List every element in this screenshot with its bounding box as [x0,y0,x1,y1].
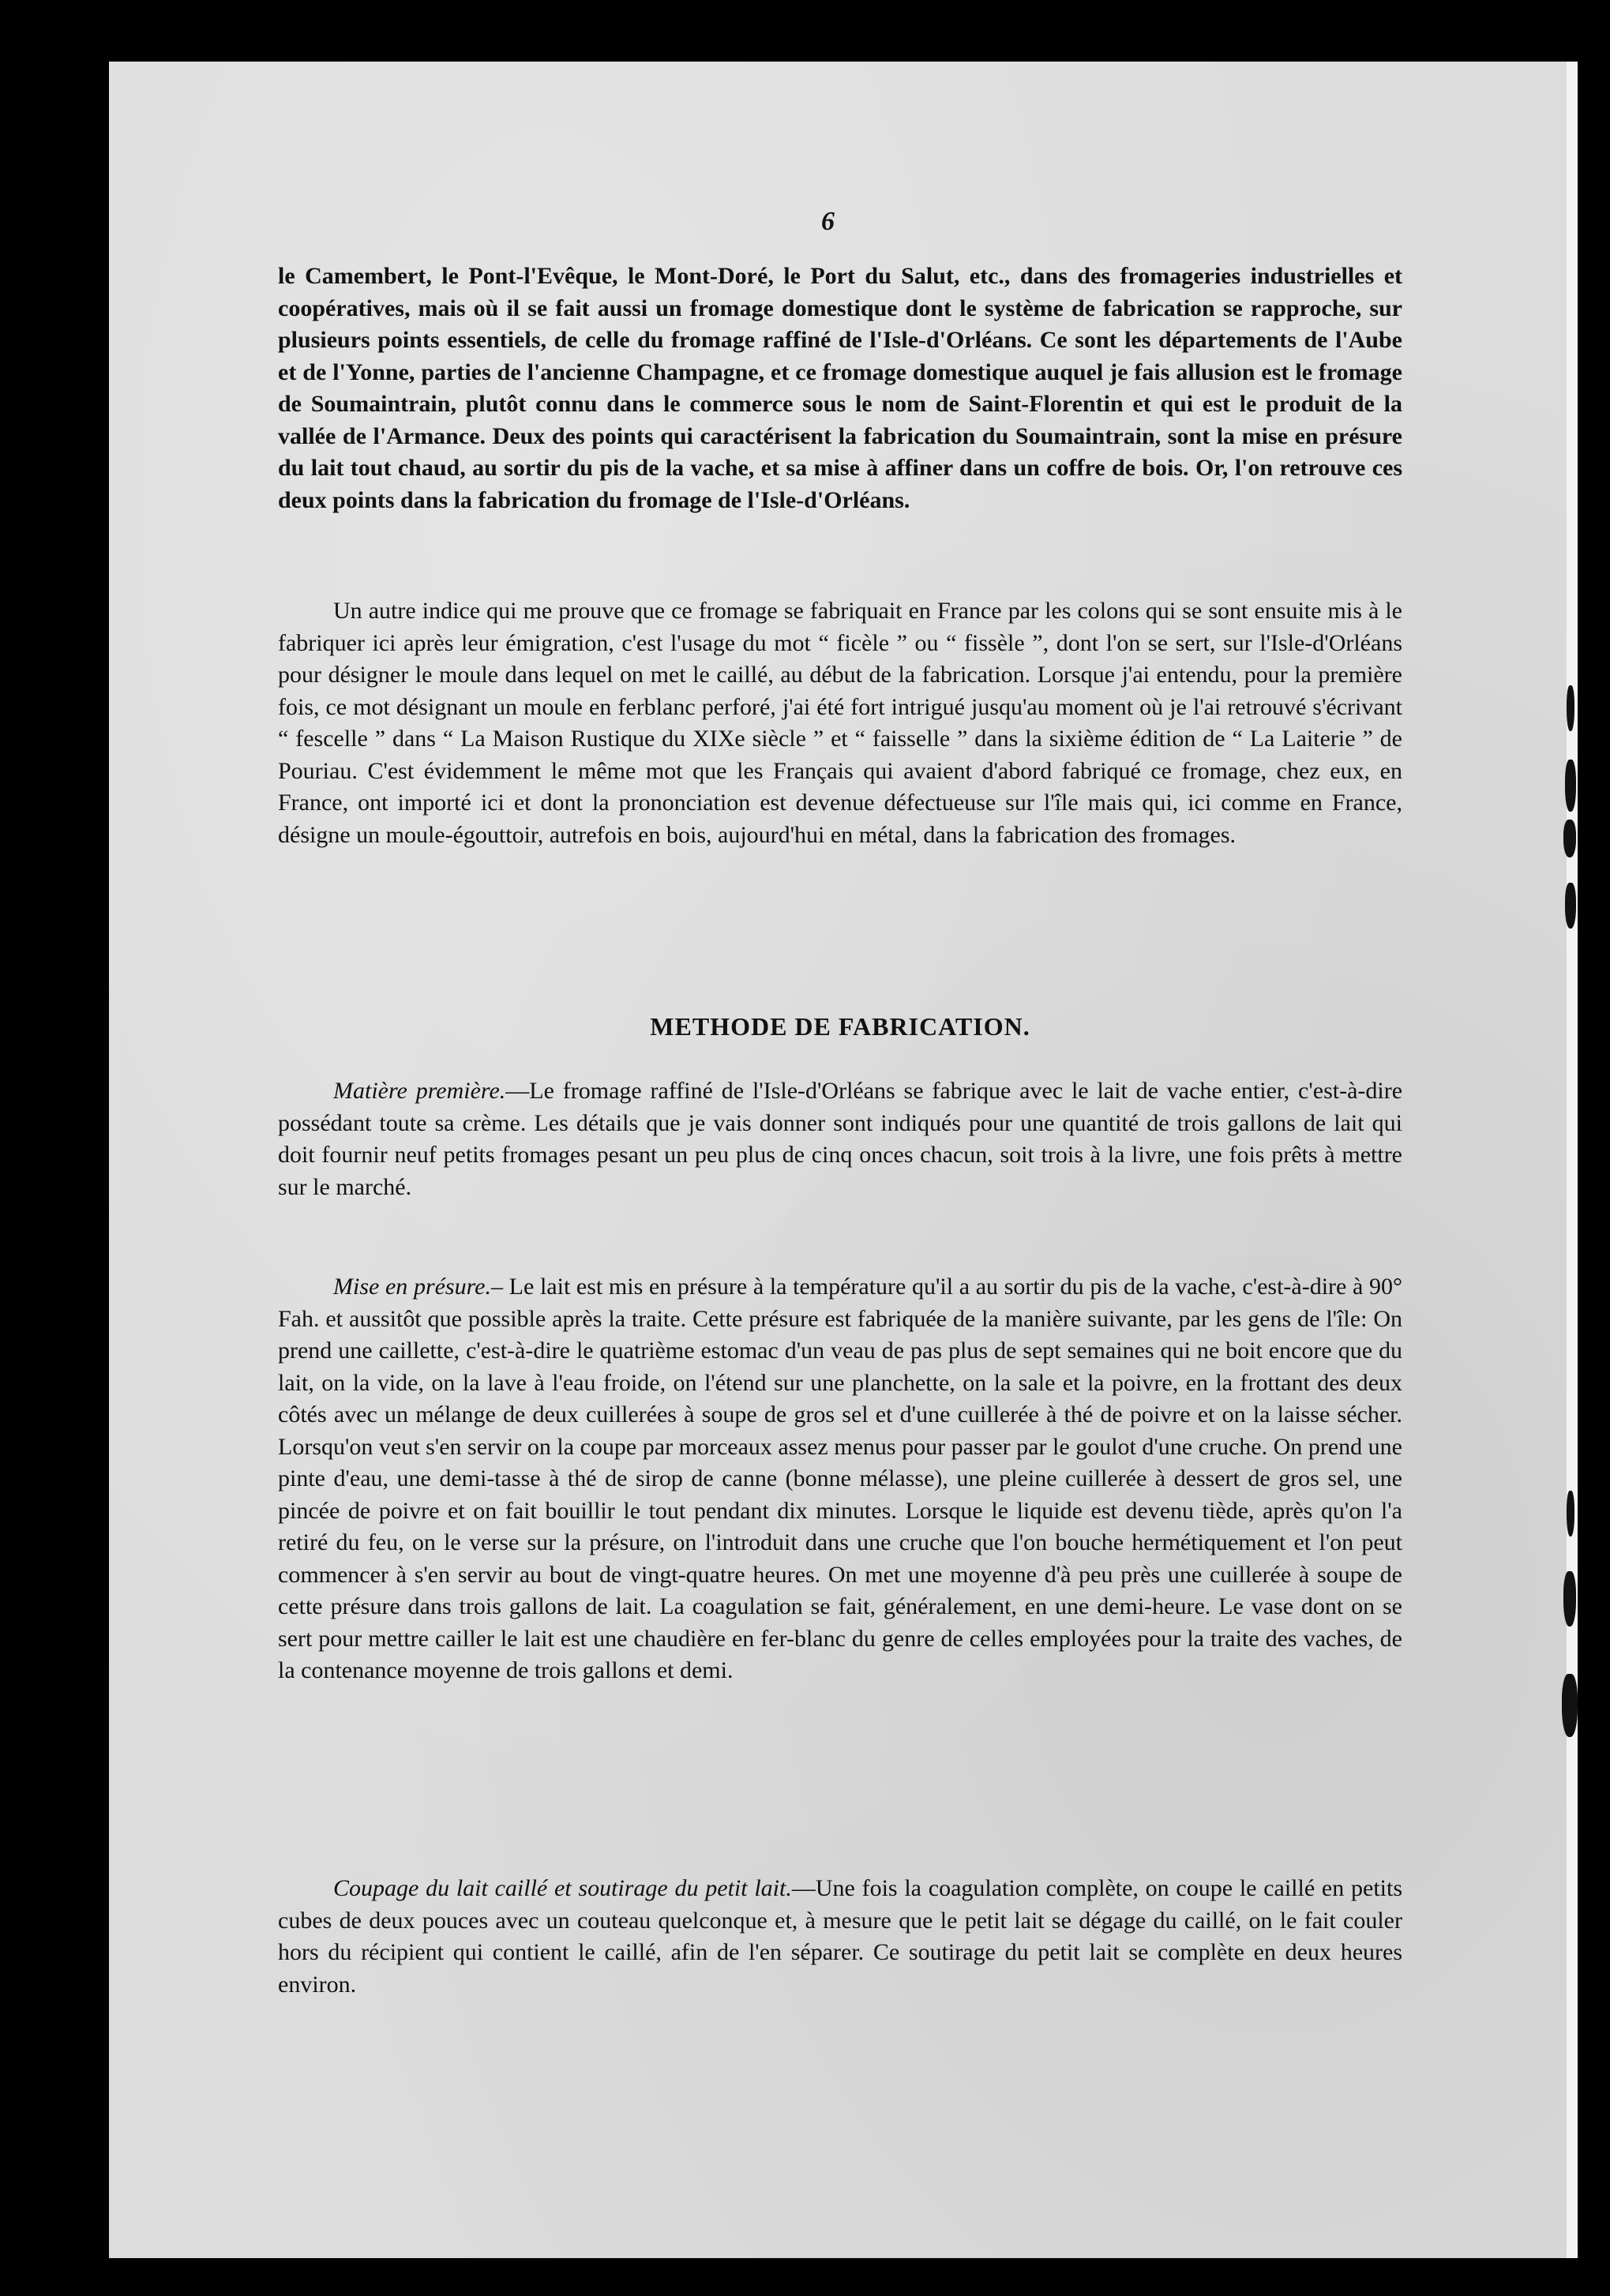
margin-mark [1565,760,1576,812]
section-title: Mise en présure. [333,1274,491,1300]
paragraph: Un autre indice qui me prouve que ce fromage se fabriquait en France par les colons qui se sont ensuite mis à le fabriquer ici après leur émigration, c'est l'usage du mot “ ficèle ” ou “ fissèle ”, dont l'on se sert, sur l'Isle-d'Orléans pour désigner le moule dans lequel on met le caillé, au début de la fabrication. Lorsque j'ai entendu, pour la première fois, ce mot désignant un moule en ferblanc perforé, j'ai été fort intrigué jusqu'au moment où je l'ai retrouvé s'écrivant “ fescelle ” dans “ La Maison Rustique du XIXe siècle ” et “ faisselle ” dans la sixième édition de “ La Laiterie ” de Pouriau. C'est évidemment le même mot que les Français qui avaient d'abord fabriqué ce fromage, chez eux, en France, ont importé ici et dont la prononciation est devenue défectueuse sur l'île mais qui, ici comme en France, désigne un moule-égouttoir, autrefois en bois, aujourd'hui en métal, dans la fabrication des fromages. [278,598,1402,848]
intro-paragraph-2 [278,595,1402,851]
section-mise-en-presure [278,1271,1402,1687]
section-title: Coupage du lait caillé et soutirage du petit lait. [333,1875,792,1901]
page-edge-strip [1567,62,1578,2258]
margin-mark [1567,1491,1574,1536]
section-text: —Une fois la coagulation complète, on coupe le caillé en petits cubes de deux pouces avec un couteau quelconque et, à mesure que le petit lait se dégage du caillé, on le fait couler hors du récipient qui contient le caillé, afin de l'en séparer. Ce soutirage du petit lait se complète en deux heures environ. [278,1875,1402,1998]
margin-mark [1562,1674,1578,1737]
margin-mark [1567,685,1574,731]
page-number: 6 [821,207,835,236]
paragraph: le Camembert, le Pont-l'Evêque, le Mont-Doré, le Port du Salut, etc., dans des fromageries industrielles et coopératives, mais où il se fait aussi un fromage domestique dont le système de fabrication se rapproche, sur plusieurs points essentiels, de celle du fromage raffiné de l'Isle-d'Orléans. Ce sont les départements de l'Aube et de l'Yonne, parties de l'ancienne Champagne, et ce fromage domestique auquel je fais allusion est le fromage de Soumaintrain, plutôt connu dans le commerce sous le nom de Saint-Florentin et qui est le produit de la vallée de l'Armance. Deux des points qui caractérisent la fabrication du Soumaintrain, sont la mise en présure du lait tout chaud, au sortir du pis de la vache, et sa mise à affiner dans un coffre de bois. Or, l'on retrouve ces deux points dans la fabrication du fromage de l'Isle-d'Orléans. [278,263,1402,513]
margin-mark [1563,1571,1576,1626]
margin-mark [1563,820,1576,857]
section-text: – Le lait est mis en présure à la température qu'il a au sortir du pis de la vache, c'est-à-dire à 90° Fah. et aussitôt que possible après la traite. Cette présure est fabriquée de la manière suivante, par les gens de l'île: On prend une caillette, c'est-à-dire le quatrième estomac d'un veau de pas plus de sept semaines qui ne boit encore que du lait, on la vide, on la lave à l'eau froide, on l'étend sur une planchette, on la sale et la poivre, en la frottant des deux côtés avec un mélange de deux cuillerées à soupe de gros sel et d'une cuillerée à thé de poivre et on la laisse sécher. Lorsqu'on veut s'en servir on la coupe par morceaux assez menus pour passer par le goulot d'une cruche. On prend une pinte d'eau, une demi-tasse à thé de sirop de canne (bonne mélasse), une pleine cuillerée à dessert de gros sel, une pincée de poivre et on fait bouillir le tout pendant dix minutes. Lorsque le liquide est devenu tiède, après qu'on l'a retiré du feu, on le verse sur la présure, on l'introduit dans une cruche que l'on bouche hermétiquement et l'on peut commencer à s'en servir au bout de vingt-quatre heures. On met une moyenne d'à peu près une cuillerée à soupe de cette présure dans trois gallons de lait. La coagulation se fait, généralement, en une demi-heure. Le vase dont on se sert pour mettre cailler le lait est une chaudière en fer-blanc du genre de celles employées pour la traite des vaches, de la contenance moyenne de trois gallons et demi. [278,1274,1402,1683]
section-title: Matière première. [333,1078,506,1104]
section-coupage [278,1873,1402,2001]
section-text: —Le fromage raffiné de l'Isle-d'Orléans se fabrique avec le lait de vache entier, c'est-à-dire possédant toute sa crème. Les détails que je vais donner sont indiqués pour une quantité de trois gallons de lait qui doit fournir neuf petits fromages pesant un peu plus de cinq onces chacun, soit trois à la livre, une fois prêts à mettre sur le marché. [278,1078,1403,1200]
section-heading: METHODE DE FABRICATION. [650,1012,1030,1041]
margin-mark [1565,883,1576,929]
section-matiere-premiere [278,1075,1402,1203]
intro-paragraph-1 [278,261,1402,516]
